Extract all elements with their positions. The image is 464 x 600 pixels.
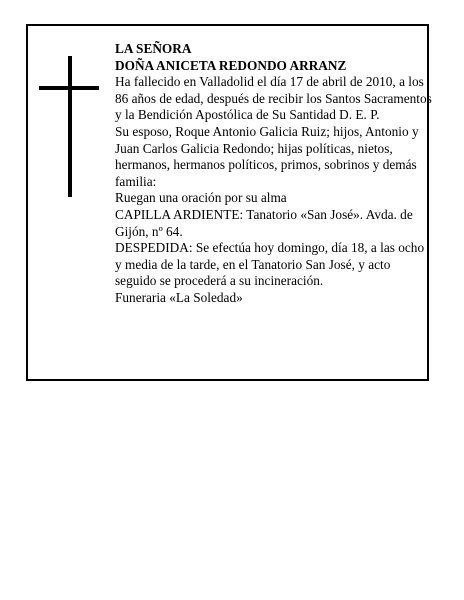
chapel-info: CAPILLA ARDIENTE: Tanatorio «San José». Avda. de Gijón, nº 64. <box>115 206 413 239</box>
prayer-request: Ruegan una oración por su alma <box>115 190 287 206</box>
notice-title-line1: LA SEÑORA <box>115 41 192 56</box>
family-list: Su esposo, Roque Antonio Galicia Ruiz; hijos, Antonio y Juan Carlos Galicia Redondo; hijas políticas, nietos, hermanos, hermanos políticos, primos, sobrinos y demás familia: <box>115 123 419 189</box>
farewell-info: DESPEDIDA: Se efectúa hoy domingo, día 18, a las ocho y media de la tarde, en el Tanatorio San José, y acto seguido se procederá a su incineración. <box>115 240 425 289</box>
cross-horizontal-bar <box>39 86 99 90</box>
death-announcement: Ha fallecido en Valladolid el día 17 de abril de 2010, a los 86 años de edad, después de recibir los Santos Sacramentos y la Bendición Apostólica de Su Santidad D. E. P. <box>115 74 432 123</box>
notice-text <box>115 41 433 307</box>
obituary-notice <box>26 24 432 381</box>
funeral-home: Funeraria «La Soledad» <box>115 289 243 305</box>
deceased-name: DOÑA ANICETA REDONDO ARRANZ <box>115 57 347 73</box>
cross-vertical-bar <box>68 56 72 197</box>
